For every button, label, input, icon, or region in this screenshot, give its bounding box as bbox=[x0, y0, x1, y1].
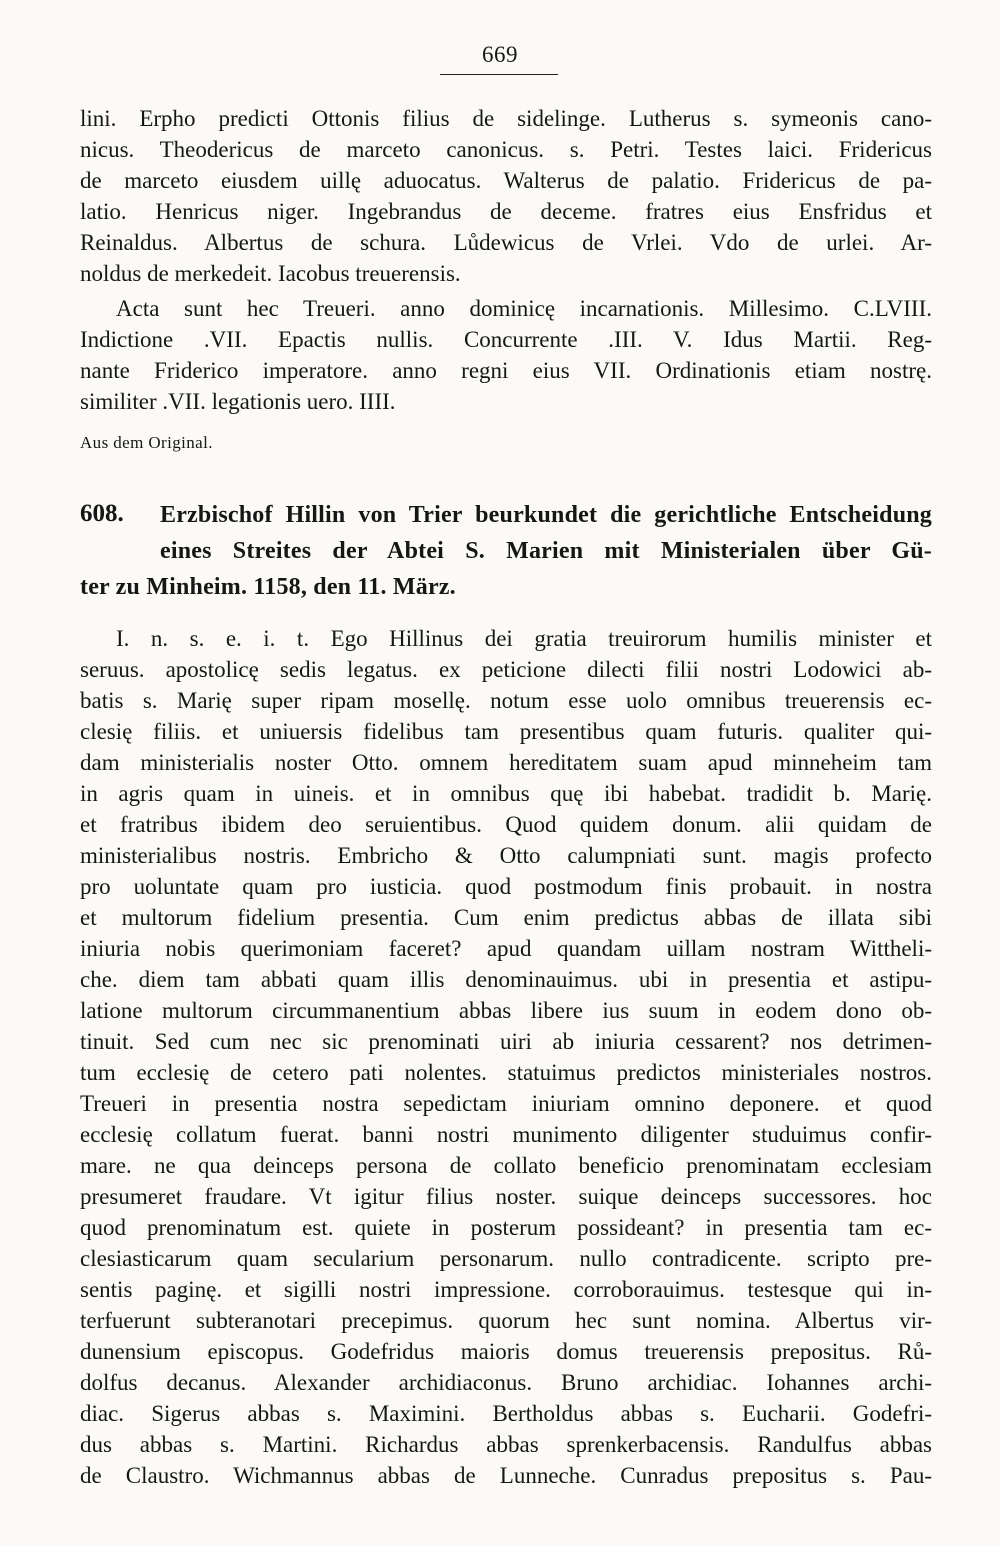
text-line: nante Friderico imperatore. anno regni eius VII. Ordinationis etiam nostrę. bbox=[80, 358, 932, 383]
document-heading: ter zu Minheim. 1158, den 11. März. bbox=[80, 574, 456, 600]
document-number: 608. bbox=[80, 500, 124, 527]
text-line: presumeret fraudare. Vt igitur filius noster. suique deinceps successores. hoc bbox=[80, 1184, 932, 1209]
text-line: dus abbas s. Martini. Richardus abbas sprenkerbacensis. Randulfus abbas bbox=[80, 1432, 932, 1457]
text-line: terfuerunt subteranotari precepimus. quorum hec sunt nomina. Albertus vir- bbox=[80, 1308, 932, 1333]
text-line: che. diem tam abbati quam illis denominauimus. ubi in presentia et astipu- bbox=[80, 967, 932, 992]
text-line: clesię filiis. et uniuersis fidelibus tam presentibus quam futuris. qualiter qui- bbox=[80, 719, 932, 744]
text-line: nicus. Theodericus de marceto canonicus. s. Petri. Testes laici. Fridericus bbox=[80, 137, 932, 162]
text-line: diac. Sigerus abbas s. Maximini. Bertholdus abbas s. Eucharii. Godefri- bbox=[80, 1401, 932, 1426]
page-number: 669 bbox=[482, 42, 518, 67]
text-line: dunensium episcopus. Godefridus maioris domus treuerensis prepositus. Rů- bbox=[80, 1339, 932, 1364]
text-line: sentis paginę. et sigilli nostri impressione. corroborauimus. testesque qui in- bbox=[80, 1277, 932, 1302]
text-line: pro uoluntate quam pro iusticia. quod postmodum finis probauit. in nostra bbox=[80, 874, 932, 899]
text-line: Treueri in presentia nostra sepedictam iniuriam omnino deponere. et quod bbox=[80, 1091, 932, 1116]
text-line: in agris quam in uineis. et in omnibus quę ibi habebat. tradidit b. Marię. bbox=[80, 781, 932, 806]
text-line: batis s. Marię super ripam mosellę. notum esse uolo omnibus treuerensis ec- bbox=[80, 688, 932, 713]
text-line: Reinaldus. Albertus de schura. Lůdewicus de Vrlei. Vdo de urlei. Ar- bbox=[80, 230, 932, 255]
document-heading: eines Streites der Abtei S. Marien mit Ministerialen über Gü- bbox=[160, 538, 932, 564]
text-line: ministerialibus nostris. Embricho & Otto calumpniati sunt. magis profecto bbox=[80, 843, 932, 868]
text-line: ecclesię collatum fuerat. banni nostri munimento diligenter studuimus confir- bbox=[80, 1122, 932, 1147]
text-line: dam ministerialis noster Otto. omnem hereditatem suam apud minneheim tam bbox=[80, 750, 932, 775]
source-note: Aus dem Original. bbox=[80, 433, 213, 452]
text-line: lini. Erpho predicti Ottonis filius de sidelinge. Lutherus s. symeonis cano- bbox=[80, 106, 932, 131]
text-line: iniuria nobis querimoniam faceret? apud quandam uillam nostram Wittheli- bbox=[80, 936, 932, 961]
document-heading: Erzbischof Hillin von Trier beurkundet die gerichtliche Entscheidung bbox=[160, 502, 932, 528]
text-line: dolfus decanus. Alexander archidiaconus. Bruno archidiac. Iohannes archi- bbox=[80, 1370, 932, 1395]
text-line: quod prenominatum est. quiete in posterum possideant? in presentia tam ec- bbox=[80, 1215, 932, 1240]
text-line: latio. Henricus niger. Ingebrandus de deceme. fratres eius Ensfridus et bbox=[80, 199, 932, 224]
header-rule bbox=[440, 74, 558, 75]
text-line: tum ecclesię de cetero pati nolentes. statuimus predictos ministeriales nostros. bbox=[80, 1060, 932, 1085]
text-line: tinuit. Sed cum nec sic prenominati uiri ab iniuria cessarent? nos detrimen- bbox=[80, 1029, 932, 1054]
text-line: et fratribus ibidem deo seruientibus. Quod quidem donum. alii quidam de bbox=[80, 812, 932, 837]
text-line: latione multorum circummanentium abbas libere ius suum in eodem dono ob- bbox=[80, 998, 932, 1023]
text-line: Acta sunt hec Treueri. anno dominicę incarnationis. Millesimo. C.LVIII. bbox=[116, 296, 932, 321]
text-line: seruus. apostolicę sedis legatus. ex peticione dilecti filii nostri Lodowici ab- bbox=[80, 657, 932, 682]
text-line: noldus de merkedeit. Iacobus treuerensis. bbox=[80, 261, 461, 286]
text-line: similiter .VII. legationis uero. IIII. bbox=[80, 389, 396, 414]
text-line: de Claustro. Wichmannus abbas de Lunneche. Cunradus prepositus s. Pau- bbox=[80, 1463, 932, 1488]
text-line: Indictione .VII. Epactis nullis. Concurrente .III. V. Idus Martii. Reg- bbox=[80, 327, 932, 352]
text-line: et multorum fidelium presentia. Cum enim predictus abbas de illata sibi bbox=[80, 905, 932, 930]
text-line: mare. ne qua deinceps persona de collato beneficio prenominatam ecclesiam bbox=[80, 1153, 932, 1178]
text-line: clesiasticarum quam secularium personarum. nullo contradicente. scripto pre- bbox=[80, 1246, 932, 1271]
text-line: I. n. s. e. i. t. Ego Hillinus dei gratia treuirorum humilis minister et bbox=[116, 626, 932, 651]
text-line: de marceto eiusdem uillę aduocatus. Walterus de palatio. Fridericus de pa- bbox=[80, 168, 932, 193]
